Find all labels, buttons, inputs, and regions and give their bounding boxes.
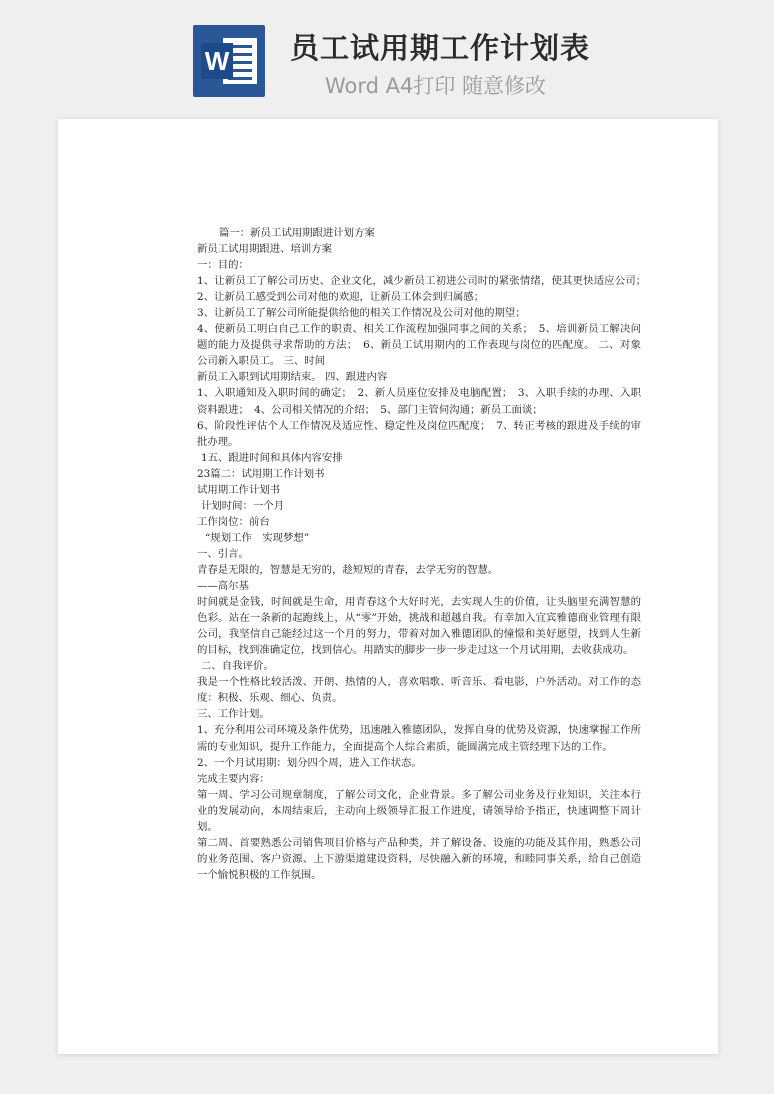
document-title: 员工试用期工作计划表: [290, 31, 591, 65]
paragraph: 三、工作计划。: [197, 708, 270, 721]
svg-text:W: W: [204, 46, 230, 76]
paragraph: 4、使新员工明白自己工作的职责、相关工作流程加强同事之间的关系； 5、培训新员工解决问题的能力及提供寻求帮助的方法； 6、新员工试用期内的工作表现与岗位的匹配度。 二、对象 公司新入职员工。 三、时间: [197, 323, 652, 368]
document-body: [197, 225, 652, 883]
paragraph: 工作岗位：前台: [197, 515, 270, 528]
paragraph: 1、充分利用公司环境及条件优势，迅速融入雅德团队，发挥自身的优势及资源，快速掌握工作所需的专业知识，提升工作能力，全面提高个人综合素质，能圆满完成主管经理下达的工作。: [197, 724, 641, 753]
paragraph: 1、让新员工了解公司历史、企业文化，减少新员工初进公司时的紧张情绪，使其更快适应公司； 2、让新员工感受到公司对他的欢迎，让新员工体会到归属感；: [197, 275, 652, 304]
paragraph: 完成主要内容：: [197, 772, 270, 785]
paragraph: 3、让新员工了解公司所能提供给他的相关工作情况及公司对他的期望；: [197, 307, 526, 320]
section-title: 23篇二：试用期工作计划书: [197, 467, 325, 480]
paragraph: 6、阶段性评估个人工作情况及适应性、稳定性及岗位匹配度； 7、转正考核的跟进及手续的审批办理。: [197, 419, 641, 448]
paragraph: 我是一个性格比较活泼、开朗、热情的人，喜欢唱歌、听音乐、看电影，户外活动。对工作的态度：积极、乐观、细心、负责。: [197, 676, 641, 705]
paragraph: 第二周、首要熟悉公司销售项目价格与产品种类，并了解设备、设施的功能及其作用，熟悉公司的业务范围、客户资源、上下游渠道建设资料，尽快融入新的环境，和睦同事关系，给自己创造一个愉悦积极的工作氛围。: [197, 836, 641, 881]
paragraph: 新员工入职到试用期结束。 四、跟进内容: [197, 371, 388, 384]
paragraph: 一：目的：: [197, 259, 249, 272]
document-subtitle: Word A4打印 随意修改: [325, 74, 547, 98]
paragraph: 二、自我评价。: [201, 660, 274, 673]
paragraph: 1、入职通知及入职时间的确定； 2、新人员座位安排及电脑配置； 3、入职手续的办理、入职资料跟进； 4、公司相关情况的介绍； 5、部门主管伺沟通；新员工面谈；: [197, 387, 641, 416]
paragraph: 新员工试用期跟进、培训方案: [197, 243, 333, 256]
paragraph: 计划时间：一个月: [201, 499, 285, 512]
slogan: “规划工作 实现梦想”: [205, 531, 310, 544]
header: [0, 0, 774, 118]
word-document-icon: [193, 25, 265, 97]
paragraph: 时间就是金钱，时间就是生命，用青春这个大好时光，去实现人生的价值，让头脑里充满智慧的色彩。站在一条新的起跑线上，从“零”开始，挑战和超越自我。有幸加入宜宾雅德商业管理有限公司，我坚信自己能经过这一个月的努力，带着对加入雅德团队的憧憬和美好愿望，找到人生新的目标，找到准确定位，找到信心。用踏实的脚步一步一步走过这一个月试用期，去收获成功。: [197, 596, 641, 657]
paragraph: 试用期工作计划书: [197, 483, 281, 496]
paragraph: 第一周、学习公司规章制度，了解公司文化，企业背景。多了解公司业务及行业知识，关注本行业的发展动向，本周结束后，主动向上级领导汇报工作进度，请领导给予指正，快速调整下周计划。: [197, 788, 641, 833]
paragraph: 1五、跟进时间和具体内容安排: [201, 451, 343, 464]
quote-author: ——高尔基: [197, 580, 249, 593]
paragraph: 一、引言。: [197, 547, 249, 560]
paragraph: 2、一个月试用期：划分四个周，进入工作状态。: [197, 756, 422, 769]
quote: 青春是无限的，智慧是无穷的，趁短短的青春，去学无穷的智慧。: [197, 563, 499, 576]
document-page: [58, 119, 718, 1054]
section-title: 篇一：新员工试用期跟进计划方案: [219, 227, 375, 239]
